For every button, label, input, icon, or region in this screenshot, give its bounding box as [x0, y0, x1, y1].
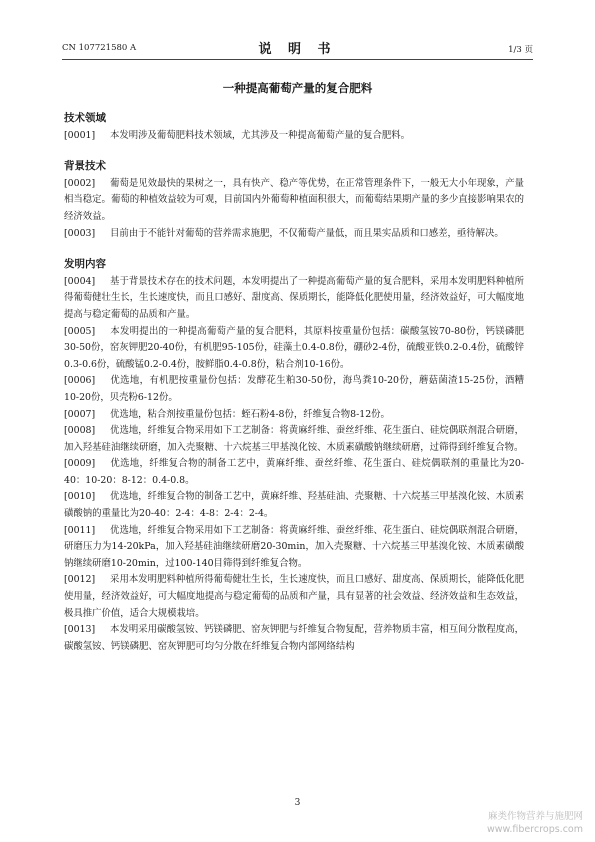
section-heading: 发明内容 — [64, 258, 106, 271]
paragraph — [64, 176, 524, 226]
paragraph-number: [0007] — [64, 408, 96, 420]
paragraph-text: 优选地，粘合剂按重量份包括：蛭石粉4-8份，纤维复合物8-12份。 — [110, 408, 390, 420]
paragraph-number: [0011] — [64, 524, 96, 536]
paragraph — [64, 373, 524, 406]
paragraph-text: 基于背景技术存在的技术问题，本发明提出了一种提高葡萄产量的复合肥料，采用本发明肥料种植所得葡萄健壮生长，生长速度快，而且口感好、甜度高、保质期长，能降低化肥使用量，经济效益好，可大幅度地提高与稳定葡萄的品质和产量。 — [64, 275, 524, 320]
document-type-title: 说 明 书 — [258, 42, 337, 57]
paragraph-text: 优选地，纤维复合物的制备工艺中，黄麻纤维、蚕丝纤维、花生蛋白、硅烷偶联剂的重量比为20-40：10-20：8-12：0.4-0.8。 — [64, 458, 524, 486]
paragraph-text: 优选地，有机肥按重量份包括：发酵花生粕30-50份，海鸟粪10-20份，蘑菇菌渣15-25份，酒糟10-20份，贝壳粉6-12份。 — [64, 375, 524, 403]
section-heading: 技术领域 — [64, 112, 106, 124]
paragraph — [64, 572, 524, 622]
paragraph-number: [0005] — [64, 325, 96, 337]
paragraph-number: [0013] — [64, 624, 96, 636]
paragraph-number: [0001] — [64, 129, 96, 141]
paragraph — [64, 407, 524, 424]
paragraph-text: 优选地，纤维复合物采用如下工艺制备：将黄麻纤维、蚕丝纤维、花生蛋白、硅烷偶联剂混合研磨，加入羟基硅油继续研磨，加入壳聚糖、十六烷基三甲基溴化铵、木质素磺酸钠继续研磨，过筛得到纤维复合物。 — [64, 425, 524, 453]
paragraph-text: 优选地，纤维复合物的制备工艺中，黄麻纤维、羟基硅油、壳聚糖、十六烷基三甲基溴化铵、木质素磺酸钠的重量比为20-40：2-4：4-8：2-4：2-4。 — [64, 491, 524, 520]
paragraph-text: 目前由于不能针对葡萄的营养需求施肥，不仅葡萄产量低，而且果实品质和口感差，亟待解决。 — [110, 227, 504, 239]
paragraph-number: [0002] — [64, 177, 96, 189]
paragraph-text: 葡萄是见效最快的果树之一，具有快产、稳产等优势，在正常管理条件下，一般无大小年现象，产量相当稳定。葡萄的种植效益较为可观，目前国内外葡萄种植面积很大，而葡萄结果期产量的多少直接影响果农的经济效益。 — [64, 177, 524, 222]
paragraph — [64, 128, 524, 145]
watermark-line-1: 麻类作物营养与施肥网 — [487, 811, 583, 822]
paragraph-number: [0008] — [64, 425, 96, 437]
paragraph — [64, 423, 524, 456]
paragraph-number: [0006] — [64, 375, 96, 387]
paragraph-text: 采用本发明肥料种植所得葡萄健壮生长，生长速度快，而且口感好、甜度高、保质期长，能降低化肥使用量，经济效益好，可大幅度地提高与稳定葡萄的品质和产量，具有显著的社会效益、经济效益和生态效益，极具推广价值，适合大规模栽培。 — [64, 574, 524, 619]
paragraph — [64, 622, 524, 655]
page-number: 3 — [294, 798, 301, 808]
paragraph — [64, 523, 524, 573]
paragraph — [64, 324, 524, 374]
page-header — [62, 38, 533, 56]
watermark-line-2: www.fibercrops.com — [486, 824, 583, 835]
paragraph-text: 本发明提出的一种提高葡萄产量的复合肥料，其原料按重量份包括：碳酸氢铵70-80份，钙镁磷肥30-50份，窑灰钾肥20-40份，有机肥95-105份，硅藻土0.4-0.8份，硼砂2-4份，硫酸亚铁0.2-0.4份，硫酸锌0.3-0.6份，硫酸锰0.2-0.4份，胺鲜脂0.4-0.8份，粘合剂10-16份。 — [64, 325, 524, 370]
invention-title: 一种提高葡萄产量的复合肥料 — [222, 81, 373, 95]
document-body — [64, 110, 524, 655]
section-heading: 背景技术 — [64, 160, 106, 173]
page-indicator: 1/3 页 — [508, 45, 533, 55]
paragraph — [64, 456, 524, 489]
header-divider — [62, 59, 533, 60]
paragraph-number: [0003] — [64, 227, 96, 239]
paragraph-text: 优选地，纤维复合物采用如下工艺制备：将黄麻纤维、蚕丝纤维、花生蛋白、硅烷偶联剂混合研磨，研磨压力为14-20kPa，加入羟基硅油继续研磨20-30min，加入壳聚糖、十六烷基三甲基溴化铵、木质素磺酸钠继续研磨10-20min，过100-140目筛得到纤维复合物。 — [64, 524, 524, 569]
paragraph — [64, 226, 524, 243]
paragraph-number: [0010] — [64, 491, 96, 503]
paragraph-number: [0009] — [64, 458, 96, 470]
paragraph — [64, 489, 524, 522]
paragraph-number: [0012] — [64, 574, 96, 586]
paragraph-text: 本发明涉及葡萄肥料技术领域，尤其涉及一种提高葡萄产量的复合肥料。 — [110, 129, 411, 141]
paragraph-text: 本发明采用碳酸氢铵、钙镁磷肥、窑灰钾肥与纤维复合物复配，营养物质丰富，相互间分散程度高，碳酸氢铵、钙镁磷肥、窑灰钾肥可均匀分散在纤维复合物内部网络结构 — [64, 624, 524, 652]
site-watermark — [487, 810, 583, 836]
publication-number: CN 107721580 A — [62, 43, 137, 53]
paragraph-number: [0004] — [64, 275, 96, 287]
paragraph — [64, 274, 524, 324]
